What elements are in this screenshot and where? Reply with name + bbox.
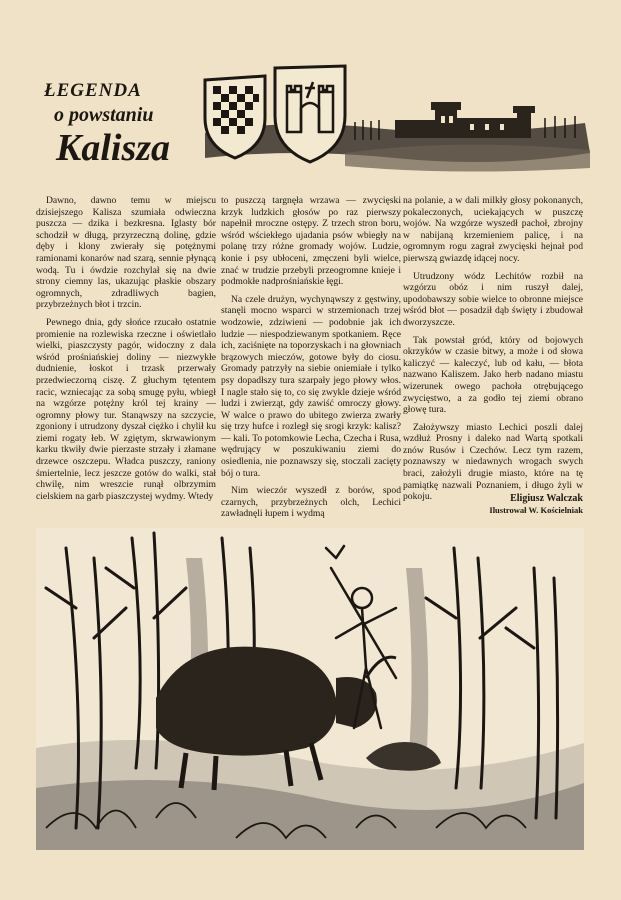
author-name: Eligiusz Walczak bbox=[510, 493, 583, 504]
paragraph: Nim wieczór wyszedł z borów, spod czarnych, przybrzeżnych olch, Lechici zawładnęli łupem i wydmą bbox=[221, 485, 401, 520]
title-line-3: Kalisza bbox=[56, 127, 171, 169]
forest-hunt-illustration bbox=[36, 528, 584, 850]
article-column-1 bbox=[36, 195, 216, 502]
header-illustration-castle-and-coats-of-arms bbox=[195, 58, 595, 178]
title-line-2: o powstaniu bbox=[54, 104, 154, 126]
article-column-2 bbox=[221, 195, 401, 520]
paragraph: Dawno, dawno temu w miejscu dzisiejszego Kalisza szumiała odwieczna puszcza — dzika i bezkresna. Iglasty bór schodził w długą, przyrzeczną dolinę, gdzie dęby i klony zwierały się potężnymi ramionami konarów nad szarą, sennie płynącą wodą. Tu i ówdzie rozchylał się na dwie strony ciemny las, ukazując płaskie obszary ogromnych, zdradliwych bagien, przybrzeżnych błot i trzcin. bbox=[36, 195, 216, 311]
article-heading bbox=[44, 80, 204, 168]
paragraph: Założywszy miasto Lechici poszli dalej wzdłuż Prosny i daleko nad Wartą spotkali znów Rusów i Czechów. Lecz tym razem, poznawszy w niedawnych wrogach swych braci, założyli drugie miasto, które na tę pamiątkę nazwali Poznaniem, i długo żyli w pokoju. bbox=[403, 421, 583, 503]
paragraph: to puszczą targnęła wrzawa — zwycięski krzyk ludzkich głosów po raz pierwszy napełnił mroczne ostępy. Z trzech stron boru, wśród wściekłego ujadania psów wbiegły na polanę trzy różne gromady wojów. Ludzie, konie i psy ubłoceni, zmęczeni byli wielce, znać w trudzie przebyli przeogromne knieje i podmokłe nadprośniańskie łęgi. bbox=[221, 195, 401, 288]
paragraph: Pewnego dnia, gdy słońce rzucało ostatnie promienie na rozlewiska rzeczne i oświetlało wielki, piaszczysty pagór, widoczny z dala wśród prośniańskiej doliny — niezwykłe dudnienie, łoskot i trzask przerwały przedwieczorną ciszę. Z głuchym tętentem racic, wzniecając za sobą smugę pyłu, wbiegł na wzgórze potężny król tej krainy — ogromny płowy tur. Stanąwszy na szczycie, zgoniony i utrudzony dyszał ciężko i chylił ku ziemi rogaty łeb. W zgiętym, skrwawionym karku tkwiły dwie pierzaste strzały i złamane drzewce oszczepu. Władca puszczy, raniony śmiertelnie, lecz jeszcze gotów do walki, stał chwilę, nim wreszcie runął olbrzymim cielskiem na garb piaszczystej wydmy. Wtedy bbox=[36, 316, 216, 502]
paragraph: Utrudzony wódz Lechitów rozbił na wzgórzu obóz i nim ruszył dalej, upodobawszy sobie wielce to obronne miejsce wśród błot — posadził dąb święty i zbudował dworzyszcze. bbox=[403, 270, 583, 328]
paragraph: na polanie, a w dali milkły głosy pokonanych, pokaleczonych, uciekających w puszczę wojów. Na wzgórze wyszedł pachoł, zbrojny w nabijaną krzemieniem palicę, i na ogromnym rogu zagrał zwycięski hejnał pod pierwszą gwiazdę idącej nocy. bbox=[403, 195, 583, 264]
article-column-3 bbox=[403, 195, 583, 503]
illustrator-credit: Ilustrował W. Kościelniak bbox=[489, 505, 583, 515]
title-line-1: ŁEGENDA bbox=[44, 80, 142, 101]
paragraph: Tak powstał gród, który od bojowych okrzyków w czasie bitwy, a może i od słowa kaliczyć — kaleczyć, lub od kału, — błota nazwano Kaliszem. Jako herb nadano miastu wizerunek owego pachoła otrębującego zwycięstwo, a za godło tej ziemi obrano głowę tura. bbox=[403, 334, 583, 416]
byline bbox=[403, 492, 583, 516]
paragraph: Na czele drużyn, wychynąwszy z gęstwiny, stanęli mocno wsparci w strzemionach trzej wodzowie, zdziwieni — podobnie jak ich ludzie — niespodziewanym spotkaniem. Ręce ich, zaciśnięte na toporzyskach i na głowniach brązowych mieczów, gotowe były do ciosu. Gromady patrzyły na siebie oniemiałe i tylko psy dopadłszy tura szarpały jego płowy włos. I nagle stało się to, co się zwykle dzieje wśród ludzi i zwierząt, gdy zawiść omroczy głowy. W walce o prawo do ubitego zwierza zwarły się trzy hufce i rozległ się srogi krzyk: kalisz? — kali. To potomkowie Lecha, Czecha i Rusa, wędrujący w poszukiwaniu ziemi do osiedlenia, nie poznawszy się, stoczali zacięty bój o tura. bbox=[221, 293, 401, 479]
